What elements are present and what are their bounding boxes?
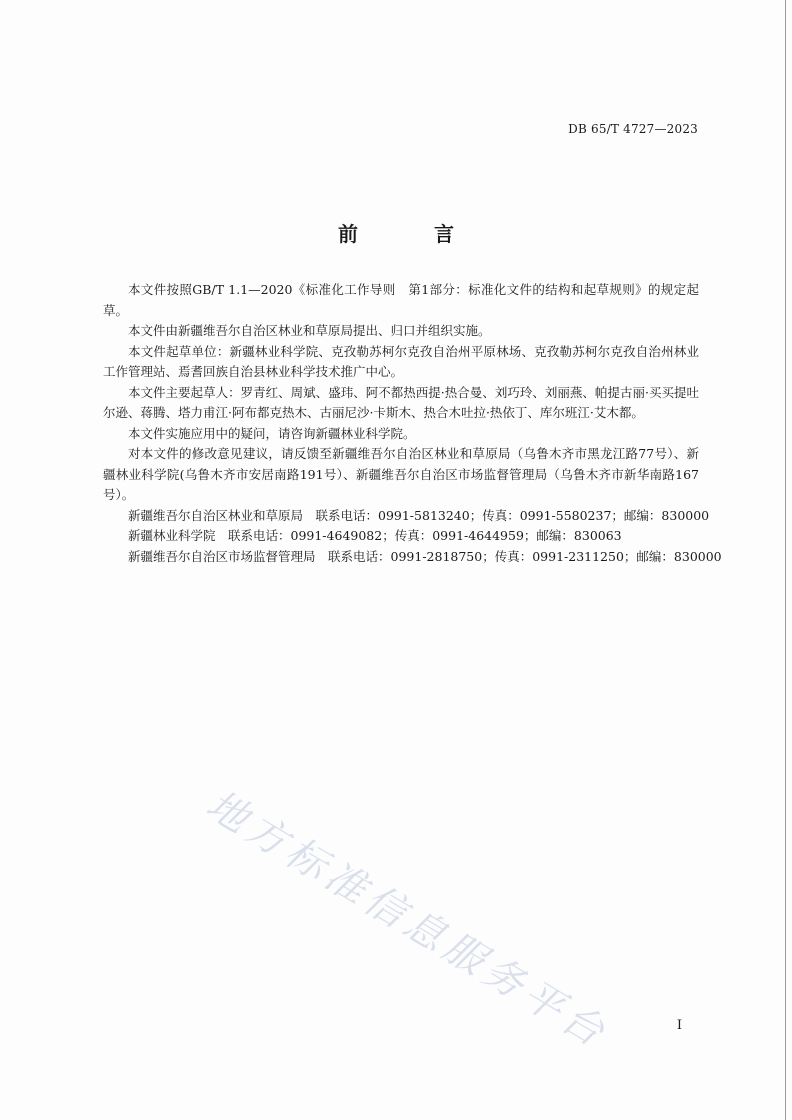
paragraph-drafting-rules: 本文件按照GB/T 1.1—2020《标准化工作导则 第1部分：标准化文件的结构和起草规则》的规定起草。 (103, 282, 699, 318)
contact-forestry-academy: 新疆林业科学院 联系电话：0991-4649082；传真：0991-4644959；邮编：830063 (128, 528, 622, 543)
watermark-text: 地方标准信息服务平台 (198, 781, 617, 1059)
paragraph-drafting-units: 本文件起草单位：新疆林业科学院、克孜勒苏柯尔克孜自治州平原林场、克孜勒苏柯尔克孜自治州林业工作管理站、焉耆回族自治县林业科学技术推广中心。 (103, 343, 699, 379)
paragraph-proposer: 本文件由新疆维吾尔自治区林业和草原局提出、归口并组织实施。 (128, 323, 491, 338)
paragraph-inquiry: 本文件实施应用中的疑问，请咨询新疆林业科学院。 (128, 425, 416, 441)
page-title: 前 言 (338, 222, 482, 246)
contact-market-regulation: 新疆维吾尔自治区市场监督管理局 联系电话：0991-2818750；传真：0991-2311250；邮编：830000 (128, 548, 722, 564)
foreword-body (103, 280, 722, 567)
paragraph-feedback: 对本文件的修改意见建议，请反馈至新疆维吾尔自治区林业和草原局（乌鲁木齐市黑龙江路77号）、新疆林业科学院(乌鲁木齐市安居南路191号）、新疆维吾尔自治区市场监督管理局（乌鲁木齐市新华南路167号）。 (103, 446, 699, 502)
standard-code: DB 65/T 4727—2023 (568, 122, 698, 136)
page-edge-line (785, 0, 786, 1120)
contact-forestry-bureau: 新疆维吾尔自治区林业和草原局 联系电话：0991-5813240；传真：0991-5580237；邮编：830000 (128, 507, 710, 523)
paragraph-drafters: 本文件主要起草人：罗青红、周斌、盛玮、阿不都热西提·热合曼、刘巧玲、刘丽燕、帕提古丽·买买提吐尔逊、蒋腾、塔力甫江·阿布都克热木、古丽尼沙·卡斯木、热合木吐拉·热依丁、库尔班江·艾木都。 (103, 384, 699, 420)
page-number: I (676, 1018, 682, 1033)
